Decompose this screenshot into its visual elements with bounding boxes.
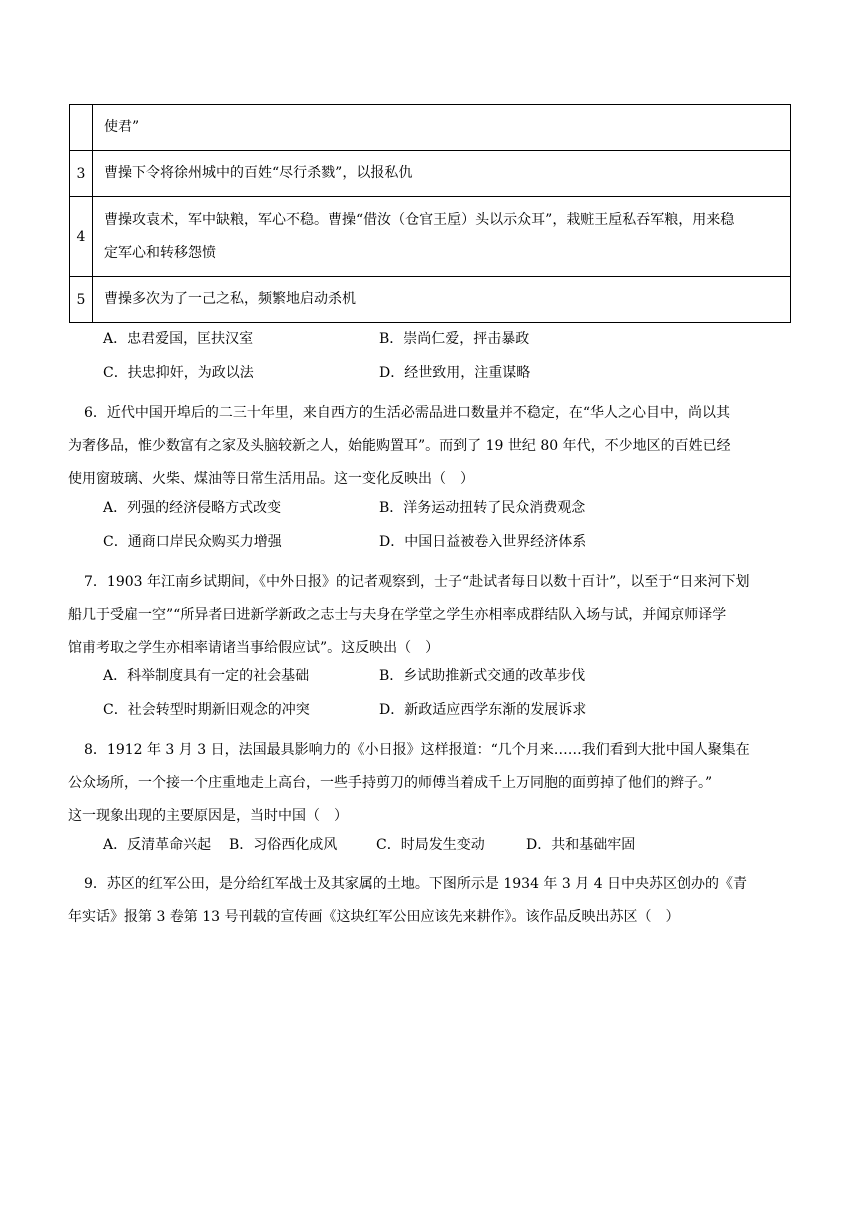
q7-option-c[interactable]: C．社会转型时期新旧观念的冲突 (103, 702, 310, 718)
table-row (70, 105, 791, 151)
case-table (69, 104, 791, 323)
row-number: 3 (70, 151, 93, 197)
question-7-line: 船几于受雇一空”“所异者曰进新学新政之志士与夫身在学堂之学生亦相率成群结队入场与试，并闻京师译学 (68, 607, 727, 623)
question-9 (68, 868, 792, 934)
q8-option-a[interactable]: A．反清革命兴起 (103, 837, 212, 853)
q5-option-d[interactable]: D．经世致用，注重谋略 (379, 365, 531, 381)
row-text (93, 197, 791, 277)
question-7-line: 馆甫考取之学生亦相率请诸当事给假应试”。这反映出（ ） (68, 640, 440, 656)
row-text-line: 曹操攻袁术，军中缺粮，军心不稳。曹操“借汝（仓官王垕）头以示众耳”，栽赃王垕私吞军粮，用来稳 (104, 211, 735, 228)
question-9-line: 9．苏区的红军公田，是分给红军战士及其家属的土地。下图所示是 1934 年 3 月 4 日中央苏区创办的《青 (84, 876, 748, 892)
row-text-line: 曹操多次为了一己之私，频繁地启动杀机 (104, 291, 356, 307)
q8-option-b[interactable]: B．习俗西化成风 (229, 837, 338, 853)
row-number: 4 (70, 197, 93, 277)
table-row (70, 197, 791, 277)
question-8 (68, 734, 792, 833)
row-text-line: 定军心和转移怨愤 (104, 244, 216, 261)
row-text (93, 277, 791, 323)
row-text (93, 151, 791, 197)
question-8-line: 公众场所，一个接一个庄重地走上高台，一些手持剪刀的师傅当着成千上万同胞的面剪掉了他们的辫子。” (68, 775, 713, 791)
table-row (70, 151, 791, 197)
question-6-line: 为奢侈品，惟少数富有之家及头脑较新之人，始能购置耳”。而到了 19 世纪 80 年代，不少地区的百姓已经 (68, 438, 731, 454)
row-text-line: 使君” (104, 119, 140, 135)
table-row (70, 277, 791, 323)
question-8-line: 8．1912 年 3 月 3 日，法国最具影响力的《小日报》这样报道：“几个月来……我们看到大批中国人聚集在 (84, 742, 750, 758)
question-6 (68, 397, 792, 496)
question-6-line: 使用窗玻璃、火柴、煤油等日常生活用品。这一变化反映出（ ） (68, 471, 474, 487)
q7-option-b[interactable]: B．乡试助推新式交通的改革步伐 (379, 668, 586, 684)
q6-option-a[interactable]: A．列强的经济侵略方式改变 (103, 500, 282, 516)
q8-option-d[interactable]: D．共和基础牢固 (526, 837, 636, 853)
q6-option-d[interactable]: D．中国日益被卷入世界经济体系 (379, 534, 587, 550)
row-text (93, 105, 791, 151)
question-9-line: 年实话》报第 3 卷第 13 号刊载的宣传画《这块红军公田应该先来耕作》。该作品反映出苏区（ ） (68, 909, 680, 925)
question-8-line: 这一现象出现的主要原因是，当时中国（ ） (68, 808, 348, 824)
q6-option-c[interactable]: C．通商口岸民众购买力增强 (103, 534, 282, 550)
q7-option-d[interactable]: D．新政适应西学东渐的发展诉求 (379, 702, 587, 718)
q5-option-b[interactable]: B．崇尚仁爱，抨击暴政 (379, 331, 530, 347)
question-7-line: 7．1903 年江南乡试期间，《中外日报》的记者观察到，士子“赴试者每日以数十百计”，以至于“日来河下划 (84, 574, 750, 590)
row-text-line: 曹操下令将徐州城中的百姓“尽行杀戮”，以报私仇 (104, 165, 413, 181)
question-6-line: 6．近代中国开埠后的二三十年里，来自西方的生活必需品进口数量并不稳定，在“华人之心目中，尚以其 (84, 405, 731, 421)
q7-option-a[interactable]: A．科举制度具有一定的社会基础 (103, 668, 310, 684)
q8-option-c[interactable]: C．时局发生变动 (376, 837, 485, 853)
q5-option-a[interactable]: A．忠君爱国，匡扶汉室 (103, 331, 254, 347)
q6-option-b[interactable]: B．洋务运动扭转了民众消费观念 (379, 500, 586, 516)
row-number (70, 105, 93, 151)
row-number: 5 (70, 277, 93, 323)
q5-option-c[interactable]: C．扶忠抑奸，为政以法 (103, 365, 254, 381)
question-7 (68, 566, 792, 665)
